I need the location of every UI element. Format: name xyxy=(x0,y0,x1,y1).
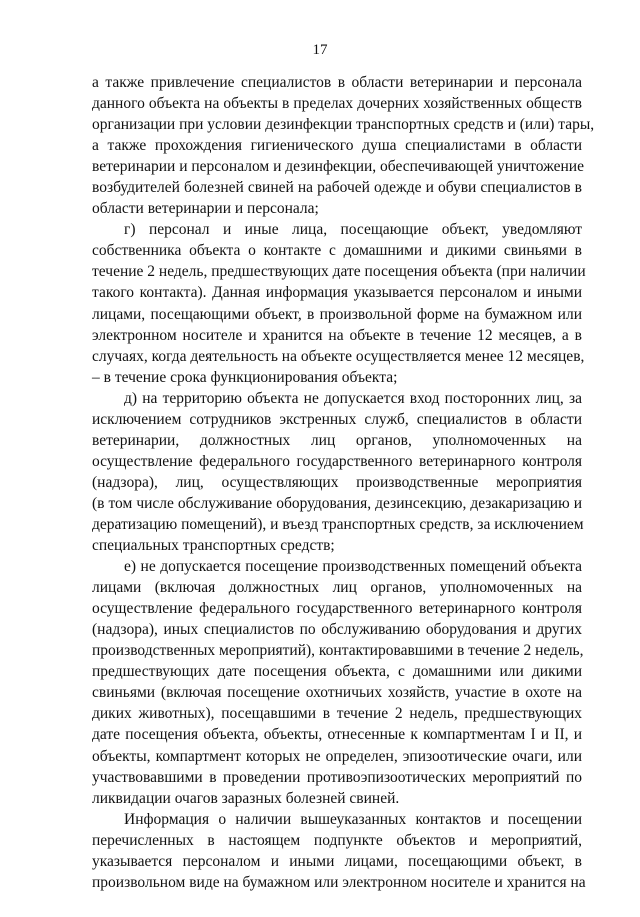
text-line: а также привлечение специалистов в области ветеринарии и персонала xyxy=(92,74,582,91)
text-line: осуществление федерального государственного ветеринарного контроля xyxy=(92,452,582,470)
text-line: (в том числе обслуживание оборудования, дезинсекцию, дезакаризацию и xyxy=(92,494,582,512)
text-line: предшествующих дате посещения объекта, с домашними или дикими xyxy=(92,663,582,681)
text-line: собственника объекта о контакте с домашними и дикими свиньями в xyxy=(92,242,582,260)
body-text xyxy=(92,72,595,893)
text-line: ветеринарии и персоналом и дезинфекции, обеспечивающей уничтожение xyxy=(92,158,584,176)
text-line: д) на территорию объекта не допускается вход посторонних лиц, за xyxy=(124,389,582,407)
text-line: течение 2 недель, предшествующих дате посещения объекта (при наличии xyxy=(92,263,586,281)
text-line: данного объекта на объекты в пределах дочерних хозяйственных обществ xyxy=(92,95,582,113)
text-line: указывается персоналом и иными лицами, посещающими объект, в xyxy=(92,852,582,870)
text-line: свиньями (включая посещение охотничьих хозяйств, участие в охоте на xyxy=(92,684,582,702)
text-line: случаях, когда деятельность на объекте осуществляется менее 12 месяцев, xyxy=(92,347,585,365)
text-line: области ветеринарии и персонала; xyxy=(92,200,319,218)
text-line: участвовавшими в проведении противоэпизоотических мероприятий по xyxy=(92,768,582,786)
text-line: дате посещения объекта, объекты, отнесенные к компартментам I и II, и xyxy=(92,726,582,744)
page-number: 17 xyxy=(312,42,328,58)
text-line: такого контакта). Данная информация указывается персоналом и иными xyxy=(92,284,582,302)
text-line: объекты, компартмент которых не определен, эпизоотические очаги, или xyxy=(92,747,582,765)
text-line: произвольном виде на бумажном или электронном носителе и хранится на xyxy=(92,873,586,891)
text-line: – в течение срока функционирования объекта; xyxy=(92,368,398,386)
text-line: осуществление федерального государственного ветеринарного контроля xyxy=(92,600,582,618)
text-line: перечисленных в настоящем подпункте объектов и мероприятий, xyxy=(92,831,582,849)
text-line: организации при условии дезинфекции транспортных средств и (или) тары, xyxy=(92,116,595,134)
text-line: (надзора), лиц, осуществляющих производственные мероприятия xyxy=(92,473,582,491)
text-line: Информация о наличии вышеуказанных контактов и посещении xyxy=(124,810,582,828)
text-line: специальных транспортных средств; xyxy=(92,537,335,555)
text-line: е) не допускается посещение производственных помещений объекта xyxy=(124,558,582,576)
text-line: дератизацию помещений), и въезд транспортных средств, за исключением xyxy=(92,515,584,533)
text-line: ветеринарии, должностных лиц органов, уполномоченных на xyxy=(92,431,582,449)
text-line: производственных мероприятий), контактировавшими в течение 2 недель, xyxy=(92,642,584,660)
text-line: (надзора), иных специалистов по обслуживанию оборудования и других xyxy=(92,621,582,639)
text-line: г) персонал и иные лица, посещающие объект, уведомляют xyxy=(124,221,582,239)
text-line: возбудителей болезней свиней на рабочей одежде и обуви специалистов в xyxy=(92,179,582,197)
text-line: электронном носителе и хранится на объекте в течение 12 месяцев, а в xyxy=(92,326,582,344)
text-line: а также прохождения гигиенического душа специалистами в области xyxy=(92,137,582,155)
text-line: лицами, посещающими объект, в произвольной форме на бумажном или xyxy=(92,305,582,323)
text-line: ликвидации очагов заразных болезней свиней. xyxy=(92,789,400,807)
text-line: лицами (включая должностных лиц органов, уполномоченных на xyxy=(92,579,582,597)
text-line: исключением сотрудников экстренных служб, специалистов в области xyxy=(92,410,582,428)
text-line: диких животных), посещавшими в течение 2 недель, предшествующих xyxy=(92,705,582,723)
